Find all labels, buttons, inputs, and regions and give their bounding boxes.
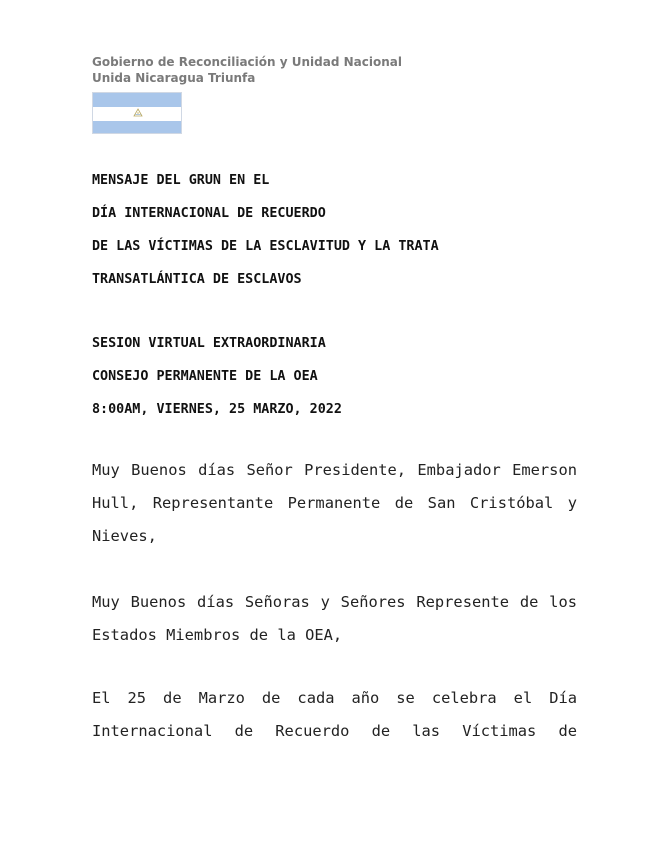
coat-of-arms-icon bbox=[133, 108, 143, 118]
government-name: Gobierno de Reconciliación y Unidad Nacional bbox=[92, 55, 402, 69]
government-slogan: Unida Nicaragua Triunfa bbox=[92, 71, 256, 85]
session-datetime: 8:00AM, VIERNES, 25 MARZO, 2022 bbox=[92, 402, 342, 417]
government-header bbox=[92, 54, 402, 86]
session-council: CONSEJO PERMANENTE DE LA OEA bbox=[92, 369, 318, 384]
body-paragraph-2: Muy Buenos días Señoras y Señores Represente de los Estados Miembros de la OEA, bbox=[92, 593, 577, 644]
session-details bbox=[92, 327, 342, 426]
message-title bbox=[92, 164, 439, 296]
title-line-1: MENSAJE DEL GRUN EN EL bbox=[92, 173, 270, 188]
nicaragua-flag-icon bbox=[92, 92, 182, 134]
body-paragraph-3: El 25 de Marzo de cada año se celebra el Día Internacional de Recuerdo de las Víctimas de bbox=[92, 689, 577, 740]
title-line-2: DÍA INTERNACIONAL DE RECUERDO bbox=[92, 206, 326, 221]
title-line-3: DE LAS VÍCTIMAS DE LA ESCLAVITUD Y LA TRATA bbox=[92, 239, 439, 254]
body-paragraph-1: Muy Buenos días Señor Presidente, Embajador Emerson Hull, Representante Permanente de San Cristóbal y Nieves, bbox=[92, 461, 577, 545]
session-type: SESION VIRTUAL EXTRAORDINARIA bbox=[92, 336, 326, 351]
title-line-4: TRANSATLÁNTICA DE ESCLAVOS bbox=[92, 272, 302, 287]
